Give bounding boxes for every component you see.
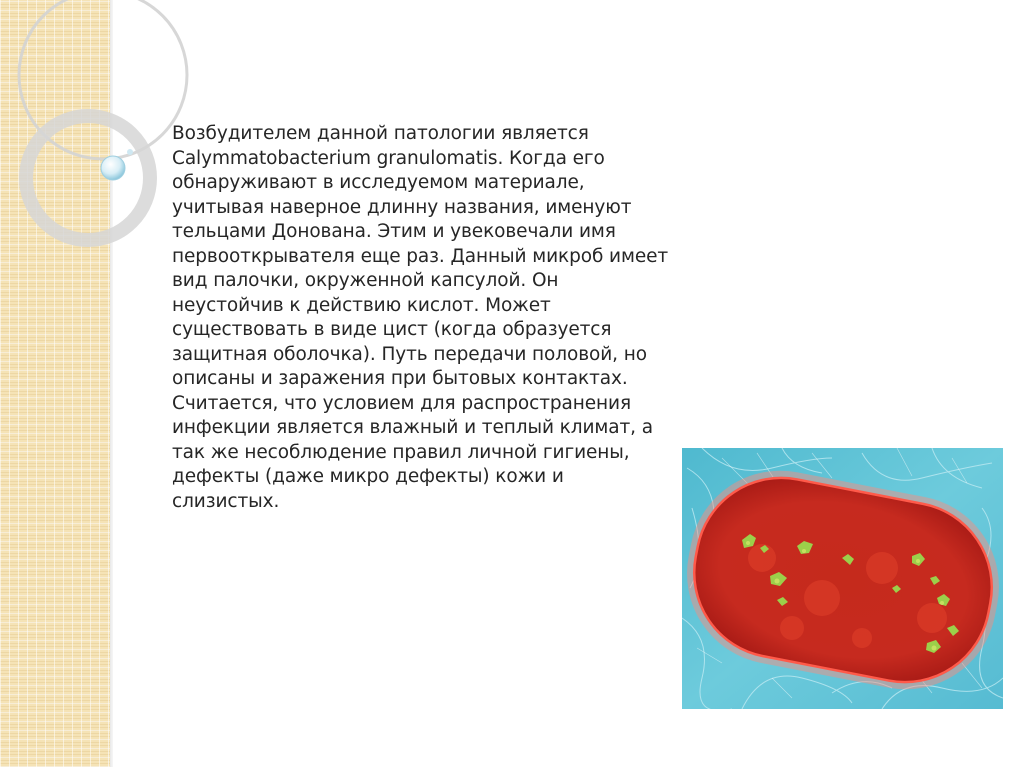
thick-ring — [26, 116, 150, 240]
bacterium-photo — [682, 448, 1003, 709]
bacterium-image — [682, 448, 1003, 709]
bubble-icon — [101, 156, 125, 180]
body-text: Возбудителем данной патологии является Calymmatobacterium granulomatis. Когда его обнаруживают в исследуемом материале, учитывая наверное длинну названия, именуют тельцами Донована. Этим и увековечали имя первооткрывателя еще раз. Данный микроб имеет вид палочки, окруженной капсулой. Он неустойчив к действию кислот. Может существовать в виде цист (когда образуется защитная оболочка). Путь передачи половой, но описаны и заражения при бытовых контактах. Считается, что условием для распространения инфекции является влажный и теплый климат, а так же несоблюдение правил личной гигиены, дефекты (даже микро дефекты) кожи и слизистых. — [172, 123, 669, 512]
decorative-circles — [0, 0, 160, 260]
small-bubble-icon — [127, 149, 133, 155]
